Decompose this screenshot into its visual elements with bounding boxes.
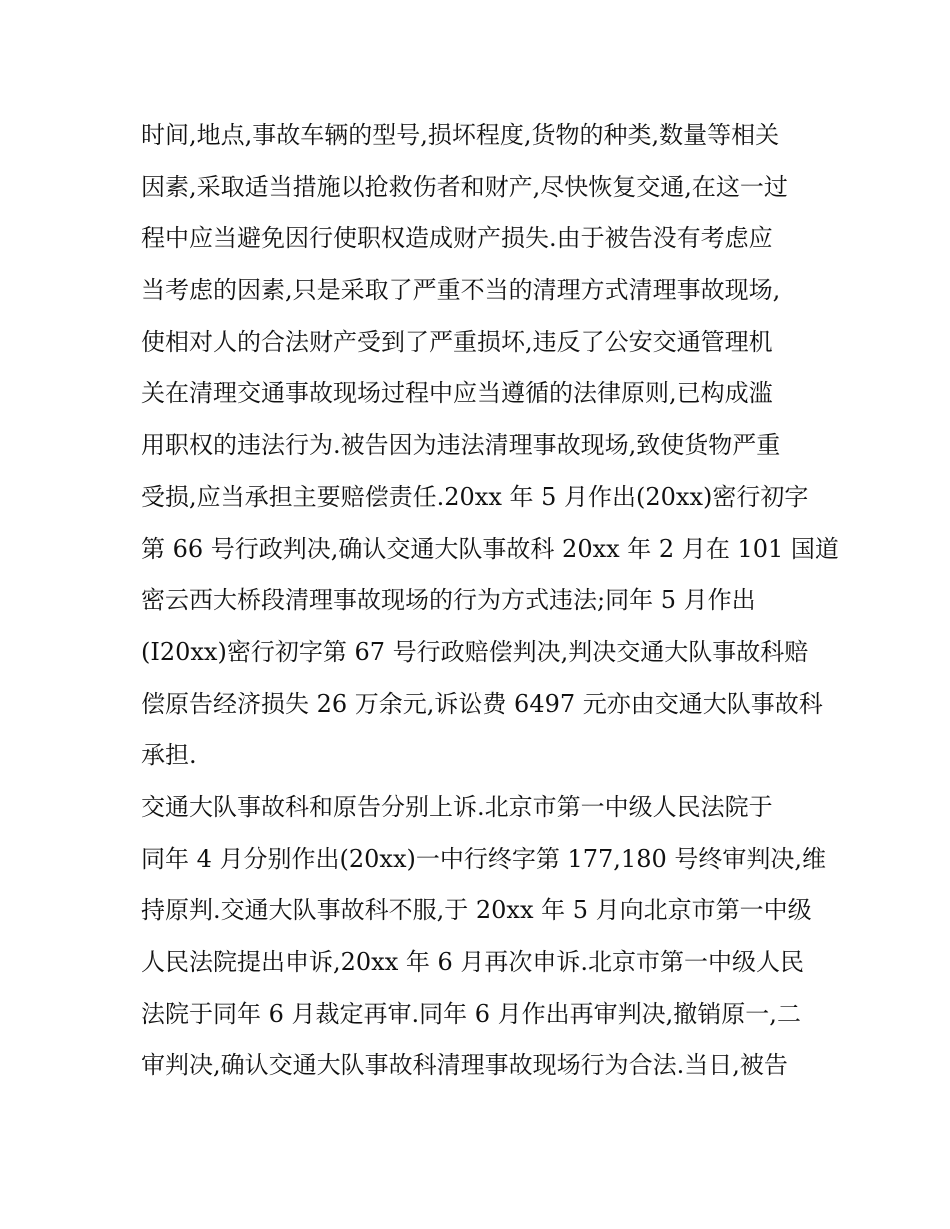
text-line: 承担. <box>141 741 197 770</box>
text-line: 程中应当避免因行使职权造成财产损失.由于被告没有考虑应 <box>141 224 773 253</box>
text-line: 关在清理交通事故现场过程中应当遵循的法律原则,已构成滥 <box>141 379 773 408</box>
text-line: 因素,采取适当措施以抢救伤者和财产,尽快恢复交通,在这一过 <box>141 172 788 201</box>
text-line: 使相对人的合法财产受到了严重损坏,违反了公安交通管理机 <box>141 327 773 356</box>
text-line: 偿原告经济损失 26 万余元,诉讼费 6497 元亦由交通大队事故科 <box>141 689 823 718</box>
text-line: 法院于同年 6 月裁定再审.同年 6 月作出再审判决,撤销原一,二 <box>141 999 801 1028</box>
text-line: 密云西大桥段清理事故现场的行为方式违法;同年 5 月作出 <box>141 586 756 615</box>
body-text <box>141 110 839 1092</box>
text-line: 持原判.交通大队事故科不服,于 20xx 年 5 月向北京市第一中级 <box>141 896 812 925</box>
text-line: 用职权的违法行为.被告因为违法清理事故现场,致使货物严重 <box>141 431 781 460</box>
text-line: 第 66 号行政判决,确认交通大队事故科 20xx 年 2 月在 101 国道 <box>141 534 839 563</box>
text-line: 当考虑的因素,只是采取了严重不当的清理方式清理事故现场, <box>141 276 781 305</box>
text-line: 人民法院提出申诉,20xx 年 6 月再次申诉.北京市第一中级人民 <box>141 948 805 976</box>
text-line: 审判决,确认交通大队事故科清理事故现场行为合法.当日,被告 <box>141 1051 788 1080</box>
text-line: (I20xx)密行初字第 67 号行政赔偿判决,判决交通大队事故科赔 <box>141 637 809 666</box>
text-line: 受损,应当承担主要赔偿责任.20xx 年 5 月作出(20xx)密行初字 <box>141 482 809 511</box>
text-line: 时间,地点,事故车辆的型号,损坏程度,货物的种类,数量等相关 <box>141 121 780 149</box>
text-line: 同年 4 月分别作出(20xx)一中行终字第 177,180 号终审判决,维 <box>141 844 826 873</box>
text-line: 交通大队事故科和原告分别上诉.北京市第一中级人民法院于 <box>141 792 773 821</box>
